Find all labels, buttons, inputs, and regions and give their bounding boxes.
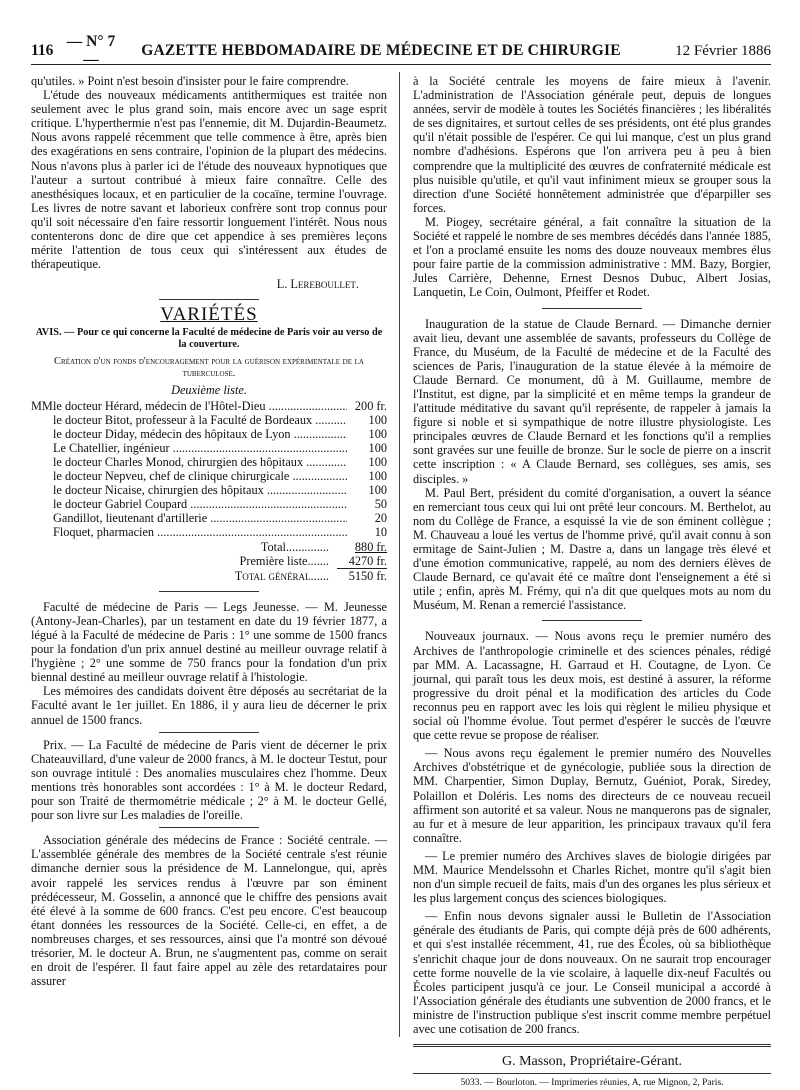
donor-amount: 100 [368, 454, 387, 469]
premiere-amount: 4270 fr. [337, 554, 387, 569]
donor-amount: 100 [368, 483, 387, 498]
divider [159, 299, 259, 300]
donor-row [31, 511, 387, 525]
donor-amount: 100 [368, 469, 387, 484]
donor-prefix: MM. [31, 398, 56, 413]
journal-title: GAZETTE HEBDOMADAIRE DE MÉDECINE ET DE CHIRURGIE [141, 42, 621, 59]
publisher-signature: G. Masson, Propriétaire-Gérant. [501, 1054, 682, 1070]
donor-amount: 20 [374, 511, 387, 526]
section-heading-varietes: VARIÉTÉS [160, 304, 258, 326]
donor-amount: 100 [368, 440, 387, 455]
paragraph: L'étude des nouveaux médicaments antithermiques est traitée non seulement avec le plus grand soin, mais encore avec un sage esprit critique. L'hyperthermie n'est pas l'ennemie, dit M. Dujardin-Beaumetz. Nous avons rappelé récemment que telle commence à être, après bien des exagérations en sens contraire, l'opinion de la plupart des médecins. Nous n'avons plus à parler ici de l'étude des nouveaux hypnotiques que l'auteur a surtout contribué à mieux faire connaître. Celle des anesthésiques locaux, et en particulier de la cocaïne, termine l'ouvrage. Les livres de notre savant et laborieux confrère sont trop connus pour qu'il soit nécessaire d'en faire ressortir longuement l'intérêt. Nous nous contenterons donc de dire que cet appendice à ses premières leçons mérite l'attention de tous ceux qui s'intéressent aux études de thérapeutique. [31, 88, 387, 272]
donor-name: le docteur Gabriel Coupard ..... [53, 497, 347, 511]
paragraph: qu'utiles. » Point n'est besoin d'insister pour le faire comprendre. [31, 74, 349, 88]
premiere-row [31, 554, 387, 569]
paragraph-nouveaux-journaux: Nouveaux journaux. — Nous avons reçu le premier numéro des Archives de l'anthropologie criminelle et des sciences pénales, rédigé par MM. A. Lacassagne, H. Garraud et H. Coutagne, de Lyon. Ce journal, qui paraît tous les deux mois, est destiné à assurer, la réforme progressive du droit pénal et la modification des articles du Code reconnus peu en rapport avec les lois qui règlent le milieu physique et social où l'homme évolue. Tout permet d'espérer le succès de l'œuvre que cette revue se propose de réaliser. [413, 629, 771, 743]
creation-heading: Création d'un fonds d'encouragement pour la guérison expérimentale de la tuberculose. [54, 355, 364, 379]
donor-name: le docteur Diday, médecin des hôpitaux de Lyon ..... [53, 427, 347, 441]
left-column [31, 74, 387, 988]
general-label: Total général...... [234, 568, 329, 583]
donor-row [31, 441, 387, 455]
donor-name: le docteur Hérard, médecin de l'Hôtel-Dieu ..... [53, 399, 347, 413]
donor-row [31, 497, 387, 511]
divider [542, 620, 642, 621]
donor-row [31, 525, 387, 539]
paragraph: — Nous avons reçu également le premier numéro des Nouvelles Archives d'obstétrique et de gynécologie, publiée sous la direction de MM. Charpentier, Simon Duplay, Bernutz, Guéniot, Porak, Siredey, Polaillon et Doléris. Les noms des directeurs de ce nouveau recueil affirment son autorité et sa valeur. Nous ne manquerons pas de signaler, au fur et à mesure de leur apparition, les principaux travaux qu'il fera connaître. [413, 746, 771, 845]
paragraph-claude-bernard: Inauguration de la statue de Claude Bernard. — Dimanche dernier avait lieu, devant une assemblée de savants, professeurs du Collège de France, du Muséum, de la Faculté de médecine et de la Faculté des sciences de Paris, l'inauguration de la statue élevée à la mémoire de Claude Bernard. Ce monument, dû à M. Guillaume, membre de l'Institut, est digne, par la simplicité et en même temps la grandeur de l'attitude méditative du savant qu'il représente, de rappeler à jamais la figure si noble et si sympathique de notre illustre physiologiste. Les principales œuvres de Claude Bernard et les fonctions qu'il a remplies sont gravées sur une feuille de bronze. Sur le socle de pierre on a inscrit cette inscription : « A Claude Bernard, ses collègues, ses amis, ses disciples. » [413, 316, 771, 486]
general-amount: 5150 fr. [348, 568, 387, 583]
paragraph: M. Paul Bert, président du comité d'organisation, a ouvert la séance en remerciant tous ceux qui lui ont prêté leur concours. M. Berthelot, au nom du Collège de France, a esquissé la vie de son éminent collègue ; M. Chauveau a loué les vertus de l'homme privé, qu'il avait connu à son ermitage de Saint-Julien ; M. Dastre a, dans un langage très élevé et d'une émotion communicative, rappelé, au nom des derniers élèves de Claude Bernard, ce qu'avait été ce maître dont l'enseignement a été si utile ; enfin, après M. Frémy, qui n'a dit que quelques mots au nom du Muséum, M. Renan a remercié l'assistance. [413, 485, 771, 613]
total-amount: 880 fr. [354, 539, 387, 554]
paragraph-association: Association générale des médecins de France : Société centrale. — L'assemblée générale des membres de la Société centrale s'est réunie dimanche dernier sous la présidence de M. Lannelongue, qui, après avoir rappelé les services rendus à l'œuvre par son éminent prédécesseur, M. Gosselin, a annoncé que le chiffre des pensions avait été élevé à la somme de 600 francs. C'est peu encore. C'est beaucoup étant données les ressources de la Société. Celle-ci, en effet, a de nombreuses charges, et ses ressources, ainsi que l'a montré son dévoué trésorier, M. le docteur A. Brun, ne s'augmentent pas, comme on serait en droit de l'espérer. Il faut faire appel au zèle des retardataires pour assurer [31, 833, 387, 989]
paragraph: à la Société centrale les moyens de faire mieux à l'avenir. L'administration de l'Association générale peut, depuis de longues années, servir de modèle à toutes les Sociétés financières ; les libéralités de ses dignitaires, et surtout celles de ses présidents, ont été plus grandes qu'il n'était possible de l'espérer. Ce qui lui manque, c'est un plus grand nombre d'adhésions. Espérons que l'on arrivera peu à peu à bien comprendre que la multiplicité des œuvres de confraternité médicale est plus nuisible qu'utile, et qu'il vaut infiniment mieux se grouper sous la direction d'une Société honnêtement administrée que d'éparpiller ses forces. [413, 74, 771, 215]
donor-row [31, 427, 387, 441]
donor-name: Floquet, pharmacien ..... [53, 525, 347, 539]
avis-notice: AVIS. — Pour ce qui concerne la Faculté de médecine de Paris voir au verso de la couverture. [35, 326, 383, 350]
premiere-label: Première liste....... [239, 553, 329, 568]
donor-name: Le Chatellier, ingénieur ..... [53, 441, 347, 455]
right-column [413, 74, 771, 1090]
donor-list [31, 399, 387, 540]
paragraph-memoires: Les mémoires des candidats doivent être déposés au secrétariat de la Faculté avant le 1er juillet. En 1886, il y aura lieu de décerner le prix annuel de 1500 francs. [31, 684, 387, 727]
donor-amount: 200 fr. [354, 398, 387, 413]
issue-date: 12 Février 1886 [675, 42, 771, 59]
paragraph: — Le premier numéro des Archives slaves de biologie dirigées par MM. Maurice Mendelssohn et Charles Richet, montre qu'il s'agit bien non d'un simple recueil de faits, mais d'un des organes les plus sérieux et les plus largement conçus des sciences biologiques. [413, 848, 772, 906]
page-number: 116 [31, 42, 54, 59]
donor-name: le docteur Bitot, professeur à la Faculté de Bordeaux ..... [53, 413, 347, 427]
total-label: Total.............. [260, 539, 329, 554]
donor-row [31, 399, 387, 413]
donor-name: le docteur Nicaise, chirurgien des hôpitaux ..... [53, 483, 347, 497]
page-header [31, 33, 771, 68]
paragraph: — Enfin nous devons signaler aussi le Bulletin de l'Association générale des étudiants de Paris, qui compte déjà près de 600 adhérents, et qui s'est installée récemment, 41, rue des Écoles, où sa bibliothèque s'enrichit chaque jour de dons nouveaux. On ne saurait trop encourager cette forme nouvelle de la vie scolaire, à laquelle dix-neuf Facultés ou Écoles participent jusqu'à ce jour. Le Conseil municipal a accordé à l'Association générale des étudiants une subvention de 2000 francs, et le ministre de l'instruction publique s'est inscrit comme membre perpétuel avec une cotisation de 200 francs. [413, 909, 771, 1036]
donor-amount: 50 [374, 497, 387, 512]
donor-amount: 100 [368, 426, 387, 441]
donor-row [31, 483, 387, 497]
donor-row [31, 413, 387, 427]
list-subheading: Deuxième liste. [171, 382, 247, 397]
paragraph-prix: Prix. — La Faculté de médecine de Paris vient de décerner le prix Chateauvillard, d'une valeur de 2000 francs, à M. le docteur Testut, pour son ouvrage intitulé : Des anomalies musculaires chez l'homme. Deux mentions très honorables sont accordées : 1° à M. le docteur Redard, pour son Traité de thermométrie médicale ; 2° à M. le docteur Gellé, pour son livre sur Les maladies de l'oreille. [31, 737, 387, 823]
issue-number: — N° 7 — [66, 33, 116, 68]
divider [413, 1044, 771, 1047]
divider [159, 827, 259, 828]
printer-imprint: 5033. — Bourloton. — Imprimeries réunies, A, rue Mignon, 2, Paris. [460, 1078, 724, 1089]
general-row [31, 569, 387, 583]
donor-row [31, 469, 387, 483]
donor-name: Gandillot, lieutenant d'artillerie ..... [53, 511, 347, 525]
divider [159, 732, 259, 733]
total-row [31, 540, 387, 554]
donor-amount: 10 [374, 525, 387, 540]
donor-name: le docteur Nepveu, chef de clinique chirurgicale ..... [53, 469, 347, 483]
donor-amount: 100 [368, 412, 387, 427]
author-signature: L. Lereboullet. [276, 277, 359, 292]
donor-row [31, 455, 387, 469]
paragraph-faculte: Faculté de médecine de Paris — Legs Jeunesse. — M. Jeunesse (Antony-Jean-Charles), par un testament en date du 19 février 1877, a légué à la Faculté de médecine de Paris : 1° une somme de 1500 francs pour la fondation d'un prix annuel destiné au meilleur ouvrage relatif à l'hygiène ; 2° une somme de 750 francs pour la fondation d'un prix biennal destiné au meilleur ouvrage relatif à l'histologie. [31, 599, 387, 685]
divider [542, 308, 642, 309]
paragraph: M. Piogey, secrétaire général, a fait connaître la situation de la Société et rappelé le nombre de ses membres décédés dans l'année 1885, et l'on a proclamé ensuite les noms des douze nouveaux membres élus pour faire partie de la commission administrative : MM. Bazy, Borgier, Jules Carrière, Dehenne, Ernest Desnos Dubuc, Albert Josias, Lanquetin, Le Coin, Oulmont, Pfeiffer et Rodet. [413, 214, 771, 300]
divider [159, 591, 259, 592]
donor-name: le docteur Charles Monod, chirurgien des hôpitaux ..... [53, 455, 347, 469]
divider [413, 1073, 771, 1074]
column-rule [399, 72, 400, 1037]
